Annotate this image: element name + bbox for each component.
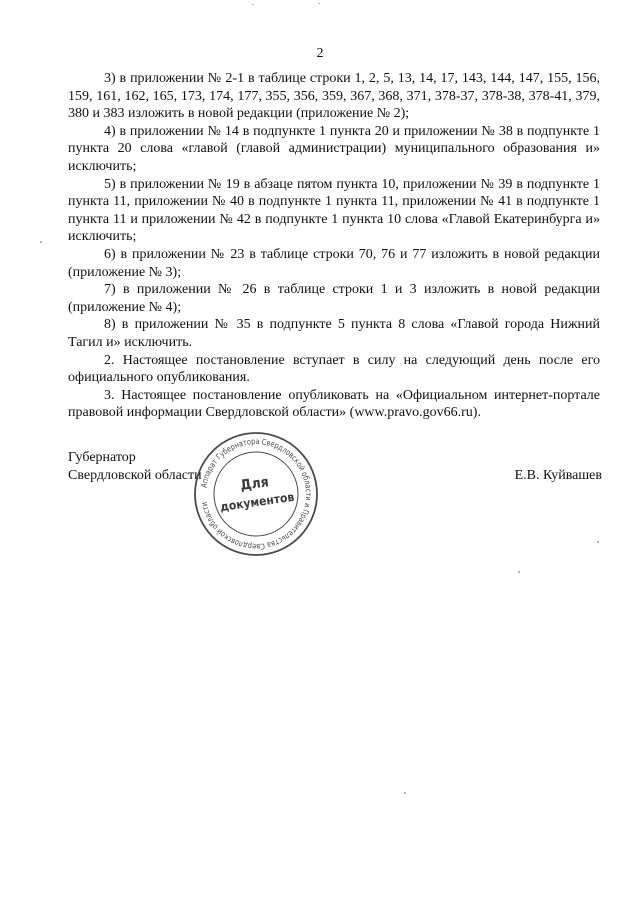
paragraph-item-3: 3) в приложении № 2-1 в таблице строки 1, 2, 5, 13, 14, 17, 143, 144, 147, 155, 156, 159, 161, 162, 165, 173, 174, 177, 355, 356, 359, 367, 368, 371, 378-37, 378-38, 378-41, 379, 380 и 383 изложить в новой редакции (приложение № 2); [68,71,600,122]
stamp-outer-ring [195,433,317,555]
paragraph-item-7: 7) в приложении № 26 в таблице строки 1 и 3 изложить в новой редакции (приложение № 4); [68,282,600,315]
scan-speck [252,4,254,5]
scan-speck [318,3,320,4]
stamp-center-line2: документов [219,489,296,515]
paragraph-item-6: 6) в приложении № 23 в таблице строки 70, 76 и 77 изложить в новой редакции (приложение № 3); [68,246,600,280]
paragraph-clause-2: 2. Настоящее постановление вступает в силу на следующий день после его официального опубликования. [68,352,600,386]
scan-speck [40,241,42,243]
signatory-name: Е.В. Куйвашев [514,468,602,483]
stamp-center-line1: Для [239,474,270,495]
stamp-ring-text: Аппарат Губернатора Свердловской области и Правительства Свердловской области [199,436,314,552]
scan-speck [597,541,599,543]
signatory-title-line1: Губернатор [68,450,136,465]
paragraph-clause-3: 3. Настоящее постановление опубликовать на «Официальном интернет-портале правовой информации Свердловской области» (www.pravo.gov66.ru). [68,387,600,421]
paragraph-item-4: 4) в приложении № 14 в подпункте 1 пункта 20 и приложении № 38 в подпункте 1 пункта 20 слова «главой (главой администрации) муниципального образования и» исключить; [68,123,600,174]
signatory-title-line2: Свердловской области [68,467,202,483]
paragraph-item-8: 8) в приложении № 35 в подпункте 5 пункта 8 слова «Главой города Нижний Тагил и» исключить. [68,317,600,350]
page-number: 2 [316,46,324,61]
paragraph-item-5: 5) в приложении № 19 в абзаце пятом пункта 10, приложении № 39 в подпункте 1 пункта 11, приложении № 40 в подпункте 1 пункта 11, приложении № 41 в подпункте 1 пункта 11 и приложении № 42 в подпункте 1 пункта 10 слова «Главой Екатеринбурга и» исключить; [68,176,600,245]
document-stamp [192,430,320,558]
document-body [68,70,600,422]
scan-speck [404,792,406,794]
scan-speck [518,571,520,573]
